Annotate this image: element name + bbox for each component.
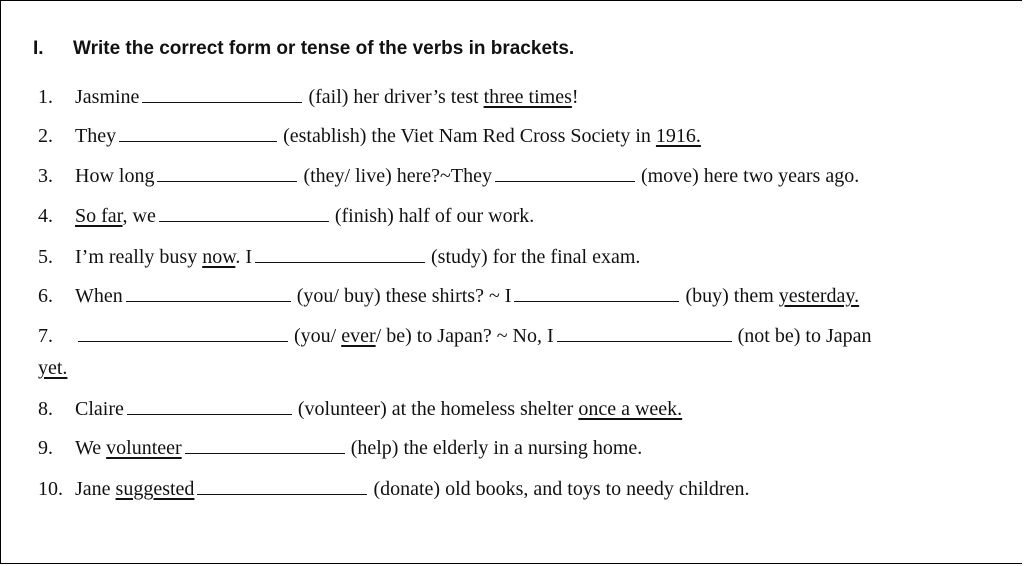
exercise-instruction: Write the correct form or tense of the verbs in brackets. — [73, 38, 575, 59]
question-9: 9. We volunteer (help) the elderly in a nursing home. — [38, 437, 643, 459]
answer-blank-4[interactable] — [159, 203, 329, 222]
question-4: 4. So far, we (finish) half of our work. — [38, 205, 535, 227]
question-7-continuation: yet. — [38, 357, 68, 379]
question-5: 5. I’m really busy now. I (study) for the final exam. — [38, 246, 641, 268]
question-3: 3. How long (they/ live) here?~They (move) here two years ago. — [38, 165, 860, 187]
question-1: 1. Jasmine (fail) her driver’s test three times! — [38, 86, 579, 108]
answer-blank-7b[interactable] — [557, 323, 732, 342]
exercise-heading — [33, 38, 1013, 68]
question-6: 6. When (you/ buy) these shirts? ~ I (buy) them yesterday. — [38, 285, 860, 307]
question-10: 10. Jane suggested (donate) old books, and toys to needy children. — [38, 478, 750, 500]
question-7: 7. (you/ ever/ be) to Japan? ~ No, I (not be) to Japan — [38, 325, 872, 347]
answer-blank-6b[interactable] — [514, 283, 679, 302]
question-8: 8. Claire (volunteer) at the homeless shelter once a week. — [38, 398, 683, 420]
answer-blank-10[interactable] — [197, 476, 367, 495]
answer-blank-1[interactable] — [142, 84, 302, 103]
answer-blank-9[interactable] — [185, 435, 345, 454]
answer-blank-7a[interactable] — [78, 323, 288, 342]
answer-blank-6a[interactable] — [126, 283, 291, 302]
answer-blank-5[interactable] — [255, 244, 425, 263]
answer-blank-8[interactable] — [127, 396, 292, 415]
question-2: 2. They (establish) the Viet Nam Red Cross Society in 1916. — [38, 125, 701, 147]
answer-blank-3b[interactable] — [495, 163, 635, 182]
answer-blank-2[interactable] — [119, 123, 277, 142]
exercise-number: I. — [33, 38, 44, 59]
answer-blank-3a[interactable] — [157, 163, 297, 182]
